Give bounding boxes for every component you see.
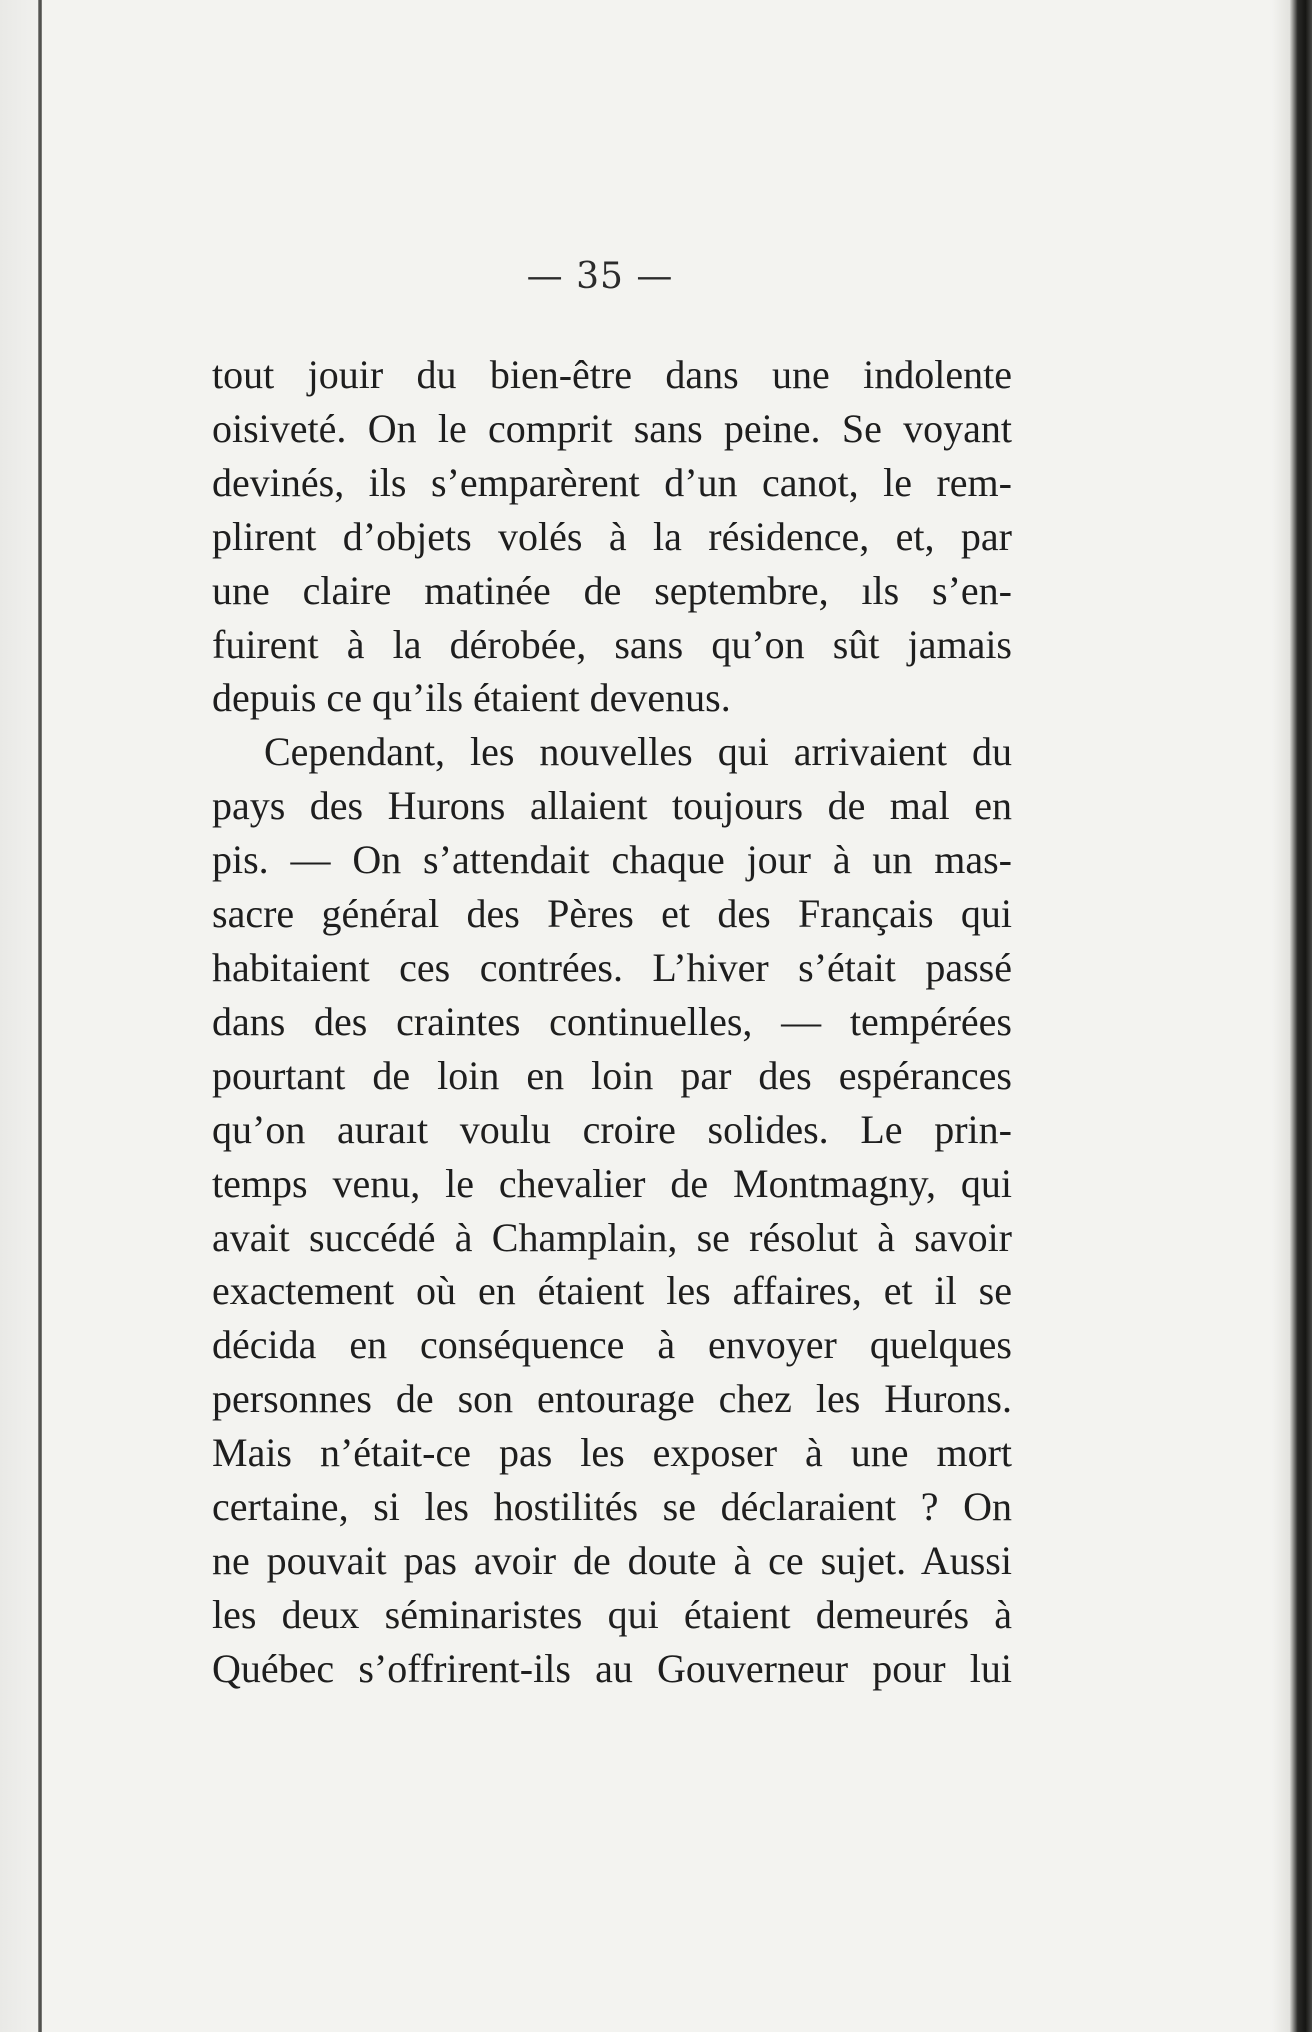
text-line: devinés, ils s’emparèrent d’un canot, le rem- <box>212 459 1012 505</box>
text-line: plirent d’objets volés à la résidence, et, par <box>212 513 1012 559</box>
page-right-shadow <box>1272 0 1290 2032</box>
text-line: fuirent à la dérobée, sans qu’on sût jamais <box>212 621 1012 667</box>
page-left-edge <box>38 0 42 2032</box>
page-number: — 35 — <box>526 256 674 297</box>
text-line: temps venu, le chevalier de Montmagny, qui <box>212 1160 1012 1206</box>
text-line: ne pouvait pas avoir de doute à ce sujet. Aussi <box>212 1537 1012 1583</box>
text-line: personnes de son entourage chez les Hurons. <box>212 1376 1012 1422</box>
text-line: certaine, si les hostilités se déclaraient ? On <box>212 1484 1012 1530</box>
text-line: Québec s’offrirent-ils au Gouverneur pour lui <box>212 1645 1012 1691</box>
text-line: qu’on auraıt voulu croire solides. Le prin- <box>212 1106 1012 1152</box>
text-line: pis. — On s’attendait chaque jour à un mas- <box>212 837 1012 883</box>
text-line: décida en conséquence à envoyer quelques <box>212 1322 1012 1368</box>
text-line: sacre général des Pères et des Français qui <box>212 891 1012 937</box>
text-line: Cependant, les nouvelles qui arrivaient du <box>264 729 1012 775</box>
body-text <box>212 348 1012 1696</box>
text-line: oisiveté. On le comprit sans peine. Se voyant <box>212 405 1012 451</box>
text-line: avait succédé à Champlain, se résolut à savoir <box>212 1214 1012 1260</box>
text-line: pays des Hurons allaient toujours de mal en <box>212 783 1012 829</box>
text-line: pourtant de loin en loin par des espérances <box>212 1052 1012 1098</box>
page-gutter-shadow <box>0 0 38 2032</box>
text-line: une claire matinée de septembre, ıls s’en- <box>212 567 1012 613</box>
text-line: dans des craintes continuelles, — tempérées <box>212 998 1012 1044</box>
page-right-edge <box>1290 0 1312 2032</box>
text-line: Mais n’était-ce pas les exposer à une mort <box>212 1430 1012 1476</box>
text-line: exactement où en étaient les affaires, et il se <box>212 1268 1012 1314</box>
text-line: les deux séminaristes qui étaient demeurés à <box>212 1591 1012 1637</box>
text-line: tout jouir du bien-être dans une indolente <box>212 352 1012 397</box>
text-line: depuis ce qu’ils étaient devenus. <box>212 675 731 721</box>
text-line: habitaient ces contrées. L’hiver s’était passé <box>212 944 1012 990</box>
